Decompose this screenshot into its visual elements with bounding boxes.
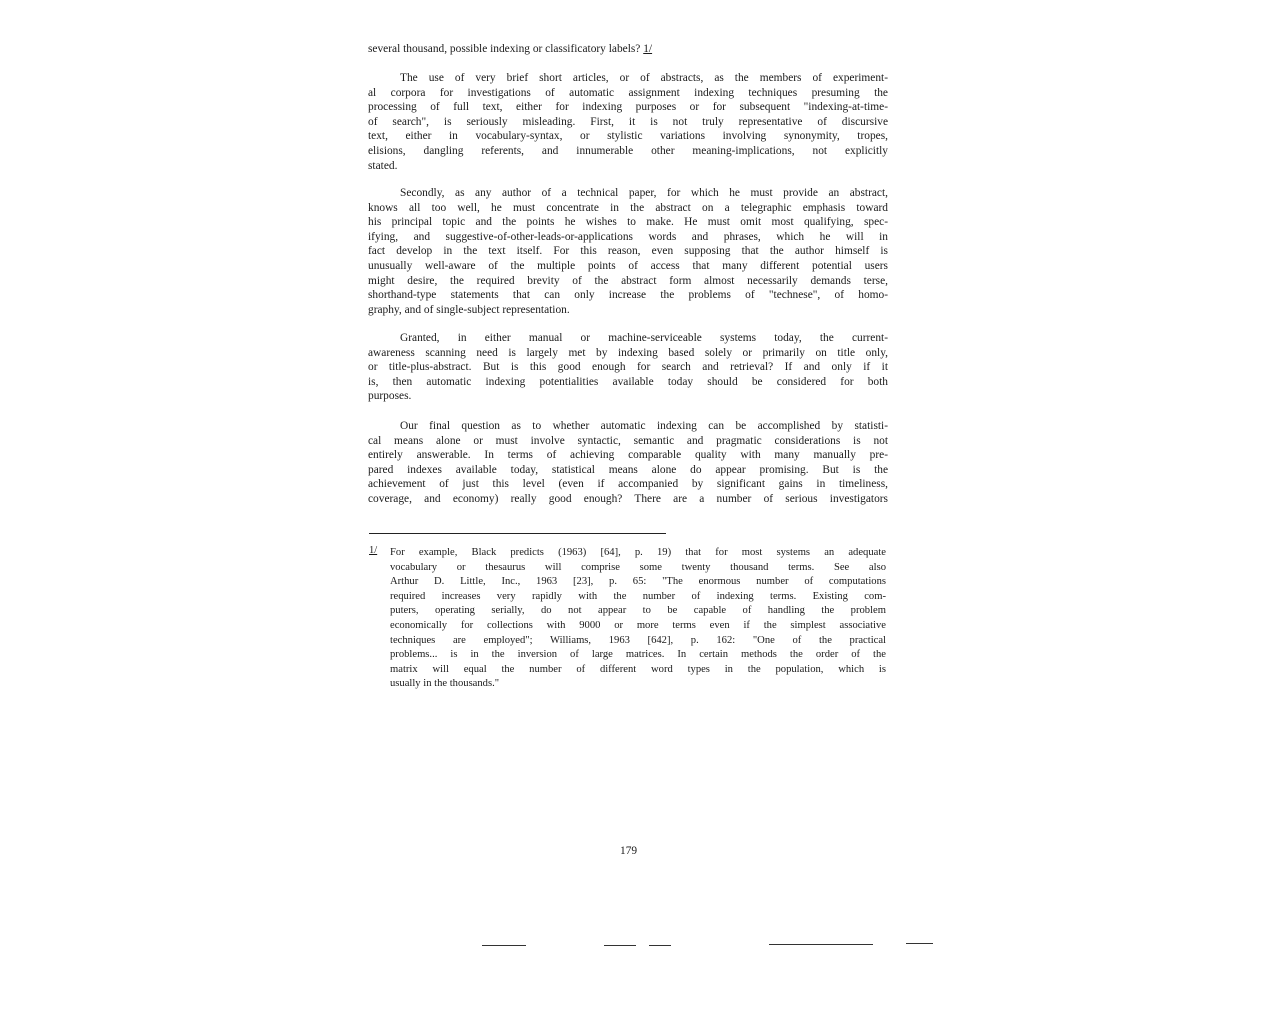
footnote-line: usually in the thousands."	[390, 678, 500, 690]
paragraph-line: graphy, and of single-subject representation.	[368, 303, 570, 316]
footnote-line: techniques are employed"; Williams, 1963 [642], p. 162: "One of the practical	[390, 634, 886, 646]
paragraph-line: entirely answerable. In terms of achieving comparable quality with many manually pre-	[368, 449, 888, 462]
paragraph-3	[368, 331, 888, 404]
paragraph-line: al corpora for investigations of automatic assignment indexing techniques presuming the	[368, 86, 888, 99]
footnote-line: problems... is in the inversion of large matrices. In certain methods the order of the	[390, 649, 886, 661]
paragraph-line: is, then automatic indexing potentialities available today should be considered for both	[368, 375, 888, 388]
scan-artifact-line	[769, 944, 873, 945]
scan-artifact-line	[906, 943, 933, 944]
footnote-line: Arthur D. Little, Inc., 1963 [23], p. 65: "The enormous number of computations	[390, 576, 886, 588]
paragraph-line: fact develop in the text itself. For this reason, even supposing that the author himself is	[368, 245, 888, 258]
paragraph-line: text, either in vocabulary-syntax, or stylistic variations involving synonymity, tropes,	[368, 130, 888, 143]
paragraph-line: his principal topic and the points he wishes to make. He must omit most qualifying, spec-	[368, 216, 888, 229]
footnote-line: required increases very rapidly with the number of indexing terms. Existing com-	[390, 590, 886, 602]
paragraph-line: awareness scanning need is largely met by indexing based solely or primarily on title only,	[368, 346, 888, 359]
paragraph-line: Granted, in either manual or machine-serviceable systems today, the current-	[400, 332, 888, 344]
paragraph-line: might desire, the required brevity of the abstract form almost necessarily demands terse,	[368, 274, 888, 287]
paragraph-2	[368, 186, 888, 317]
paragraph-line: processing of full text, either for indexing purposes or for subsequent "indexing-at-time-	[368, 101, 888, 114]
footnote-line: economically for collections with 9000 or more terms even if the simplest associative	[390, 619, 886, 631]
scan-artifact-line	[482, 945, 526, 946]
paragraph-line: knows all too well, he must concentrate in the abstract on a telegraphic emphasis toward	[368, 201, 888, 214]
paragraph-line: Our final question as to whether automatic indexing can be accomplished by statisti-	[400, 420, 888, 432]
paragraph-line: The use of very brief short articles, or of abstracts, as the members of experiment-	[400, 72, 888, 84]
scan-artifact-line	[649, 945, 671, 946]
paragraph-line: pared indexes available today, statistical means alone do appear promising. But is the	[368, 463, 888, 476]
opening-line-text: several thousand, possible indexing or classificatory labels?	[368, 43, 641, 55]
paragraph-line: cal means alone or must involve syntactic, semantic and pragmatic considerations is not	[368, 434, 888, 447]
scan-artifact-line	[604, 945, 636, 946]
footnote-line: puters, operating serially, do not appear to be capable of handling the problem	[390, 605, 886, 617]
footnote-text	[390, 546, 886, 692]
page-number: 179	[620, 845, 638, 857]
footnote-line: vocabulary or thesaurus will comprise some twenty thousand terms. See also	[390, 561, 886, 573]
footnote-divider	[369, 533, 666, 534]
paragraph-line: shorthand-type statements that can only increase the problems of "technese", of homo-	[368, 289, 888, 302]
paragraph-line: achievement of just this level (even if accompanied by significant gains in timeliness,	[368, 478, 888, 491]
opening-line	[368, 43, 652, 55]
paragraph-line: of search", is seriously misleading. First, it is not truly representative of discursive	[368, 115, 888, 128]
paragraph-line: stated.	[368, 159, 398, 172]
footnote-line: matrix will equal the number of different word types in the population, which is	[390, 663, 886, 675]
footnote-reference: 1/	[643, 43, 653, 55]
footnote-line: For example, Black predicts (1963) [64], p. 19) that for most systems an adequate	[390, 547, 886, 558]
paragraph-line: purposes.	[368, 390, 412, 403]
paragraph-line: or title-plus-abstract. But is this good enough for search and retrieval? If and only if it	[368, 361, 888, 374]
paragraph-line: ifying, and suggestive-of-other-leads-or-applications words and phrases, which he will in	[368, 230, 888, 243]
paragraph-line: coverage, and economy) really good enough? There are a number of serious investigators	[368, 492, 888, 505]
paragraph-4	[368, 419, 888, 507]
footnote-marker: 1/	[369, 545, 378, 556]
paragraph-line: unusually well-aware of the multiple points of access that many different potential users	[368, 259, 888, 272]
paragraph-1	[368, 71, 888, 173]
paragraph-line: elisions, dangling referents, and innumerable other meaning-implications, not explicitly	[368, 144, 888, 157]
paragraph-line: Secondly, as any author of a technical paper, for which he must provide an abstract,	[400, 187, 888, 199]
